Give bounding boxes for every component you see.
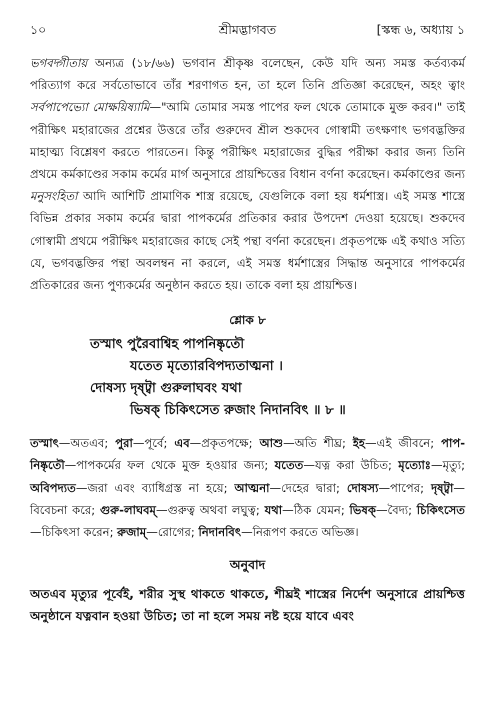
synonym-meaning: —অতএব; <box>58 436 116 451</box>
purport-italic-1: ভগবদ্গীতায় <box>30 56 88 70</box>
synonym-word: আশু <box>259 436 284 451</box>
synonym-meaning: —পাপের; <box>378 480 432 495</box>
synonym-meaning: —দেহের দ্বারা; <box>269 480 347 495</box>
verse-heading: শ্লোক ৮ <box>229 313 266 328</box>
verse-block <box>30 334 465 422</box>
synonym-word: এব <box>174 436 190 451</box>
purport-text-2: —"আমি তোমার সমস্ত পাপের ফল থেকে তোমাকে মুক্ত করব।" তাই পরীক্ষিৎ মহারাজের প্রশ্নের উত্তরে তাঁর গুরুদেব শ্রীল শুকদেব গোস্বামী তৎক্ষণাৎ ভগবদ্ভক্তির মাহাত্ম্য বিশ্লেষণ করতে পারতেন। কিন্তু পরীক্ষিৎ মহারাজের বুদ্ধির পরীক্ষা করার জন্য তিনি প্রথমে কর্মকাণ্ডের সকাম কর্মের মার্গ অনুসারে প্রায়শ্চিত্তের বিধান বর্ণনা করেছেন। কর্মকাণ্ডের জন্য <box>30 100 465 182</box>
synonym-word: আত্মনা <box>234 480 270 495</box>
purport-paragraph <box>30 52 465 296</box>
synonym-meaning: —চিকিৎসা করেন; <box>30 525 118 540</box>
synonym-meaning: —এই জীবনে; <box>365 436 442 451</box>
synonym-word: নিদানবিৎ <box>198 525 242 540</box>
synonym-meaning: —পূর্বে; <box>132 436 175 451</box>
purport-italic-3: মনুসংহিতা <box>30 189 78 204</box>
purport-text-3: আদি আশিটি প্রামাণিক শাস্ত্র রয়েছে, যেগুলিকে বলা হয় ধর্মশাস্ত্র। এই সমস্ত শাস্ত্রে বিভিন্ন প্রকার সকাম কর্মের দ্বারা পাপকর্মের প্রতিকার করার উপদেশ দেওয়া হয়েছে। শুকদেব গোস্বামী প্রথমে পরীক্ষিৎ মহারাজের কাছে সেই পন্থা বর্ণনা করেছেন। প্রকৃতপক্ষে এই কথাও সত্যি যে, ভগবদ্ভক্তির পন্থা অবলম্বন না করলে, এই সমস্ত ধর্মশাস্ত্রের সিদ্ধান্ত অনুসারে পাপকর্মের প্রতিকারের জন্য পুণ্যকর্মের অনুষ্ঠান করতে হয়। তাকে বলা হয় প্রায়শ্চিত্ত। <box>30 189 465 293</box>
synonym-meaning: —বৈদ্য; <box>375 502 417 517</box>
synonym-word: রুজাম্ <box>117 525 147 540</box>
synonym-meaning: —রোগের; <box>146 525 199 540</box>
running-header <box>30 22 465 44</box>
book-title: শ্রীমদ্ভাগবত <box>218 22 277 37</box>
synonym-meaning: —বিবেচনা করে; <box>30 480 465 517</box>
synonym-word: চিকিৎসেত <box>416 502 466 517</box>
translation-text: অতএব মৃত্যুর পূর্বেই, শরীর সুস্থ থাকতে থাকতে, শীঘ্রই শাস্ত্রের নির্দেশ অনুসারে প্রায়শ্চিত্ত অনুষ্ঠানে যত্নবান হওয়া উচিত; তা না হলে সময় নষ্ট হয়ে যাবে এবং <box>30 587 465 624</box>
synonym-word: ভিষক্ <box>349 502 376 517</box>
synonym-word: ইহ <box>352 436 366 451</box>
purport-italic-2: সর্বপাপেভ্যো মোক্ষয়িষ্যামি <box>30 100 150 115</box>
synonym-meaning: —পাপকর্মের ফল থেকে মুক্ত হওয়ার জন্য; <box>64 458 275 473</box>
synonym-word: যতেত <box>274 458 304 473</box>
verse-line-4: ভিষক্ চিকিৎসেত রুজাং নিদানবিৎ ॥ ৮ ॥ <box>130 403 346 419</box>
synonym-word: দৃষ্ট্বা <box>431 480 454 495</box>
synonym-word: অবিপদ্যত <box>30 480 76 495</box>
synonym-meaning: —নিরূপণ করতে অভিজ্ঞ। <box>241 525 359 540</box>
synonym-meaning: —জরা এবং ব্যাধিগ্রস্ত না হয়ে; <box>75 480 235 495</box>
synonym-meaning: —যত্ন করা উচিত; <box>303 458 399 473</box>
synonym-word: পুরা <box>115 436 133 451</box>
purport-text-1: অন্যত্র (১৮/৬৬) ভগবান শ্রীকৃষ্ণ বলেছেন, কেউ যদি অন্য সমস্ত কর্তব্যকর্ম পরিত্যাগ করে সর্বতোভাবে তাঁর শরণাগত হন, তা হলে তিনি প্রতিজ্ঞা করেছেন, অহং ত্বাং <box>30 56 465 93</box>
translation-heading: অনুবাদ <box>229 557 266 573</box>
verse-line-3: দোষস্য দৃষ্ট্বা গুরুলাঘবং যথা <box>90 381 242 397</box>
synonym-meaning: —প্রকৃতপক্ষে; <box>189 436 260 451</box>
synonym-meaning: —মৃত্যু; <box>430 458 465 473</box>
verse-line-1: তস্মাৎ পুরৈবাশ্বিহ পাপনিষ্কৃতৌ <box>90 337 245 353</box>
synonym-word: পাপ-নিষ্কৃতৌ <box>30 436 466 473</box>
synonym-word: মৃত্যোঃ <box>398 458 431 473</box>
synonym-word: যথা <box>264 502 283 517</box>
synonym-word: দোষস্য <box>346 480 379 495</box>
chapter-reference: [স্কন্ধ ৬, অধ্যায় ১ <box>376 22 465 37</box>
synonym-word: গুরু-লাঘবম্ <box>99 502 156 517</box>
synonym-meaning: —অতি শীঘ্র; <box>283 436 353 451</box>
synonym-meaning: —গুরুত্ব অথবা লঘুত্ব; <box>156 502 265 517</box>
synonym-meaning: —ঠিক যেমন; <box>282 502 350 517</box>
synonym-word: তস্মাৎ <box>30 436 59 451</box>
synonyms-paragraph <box>30 432 465 543</box>
verse-line-2: যতেত মৃত্যোরবিপদ্যতাত্মনা । <box>130 359 283 375</box>
page-number: ১০ <box>30 22 47 37</box>
